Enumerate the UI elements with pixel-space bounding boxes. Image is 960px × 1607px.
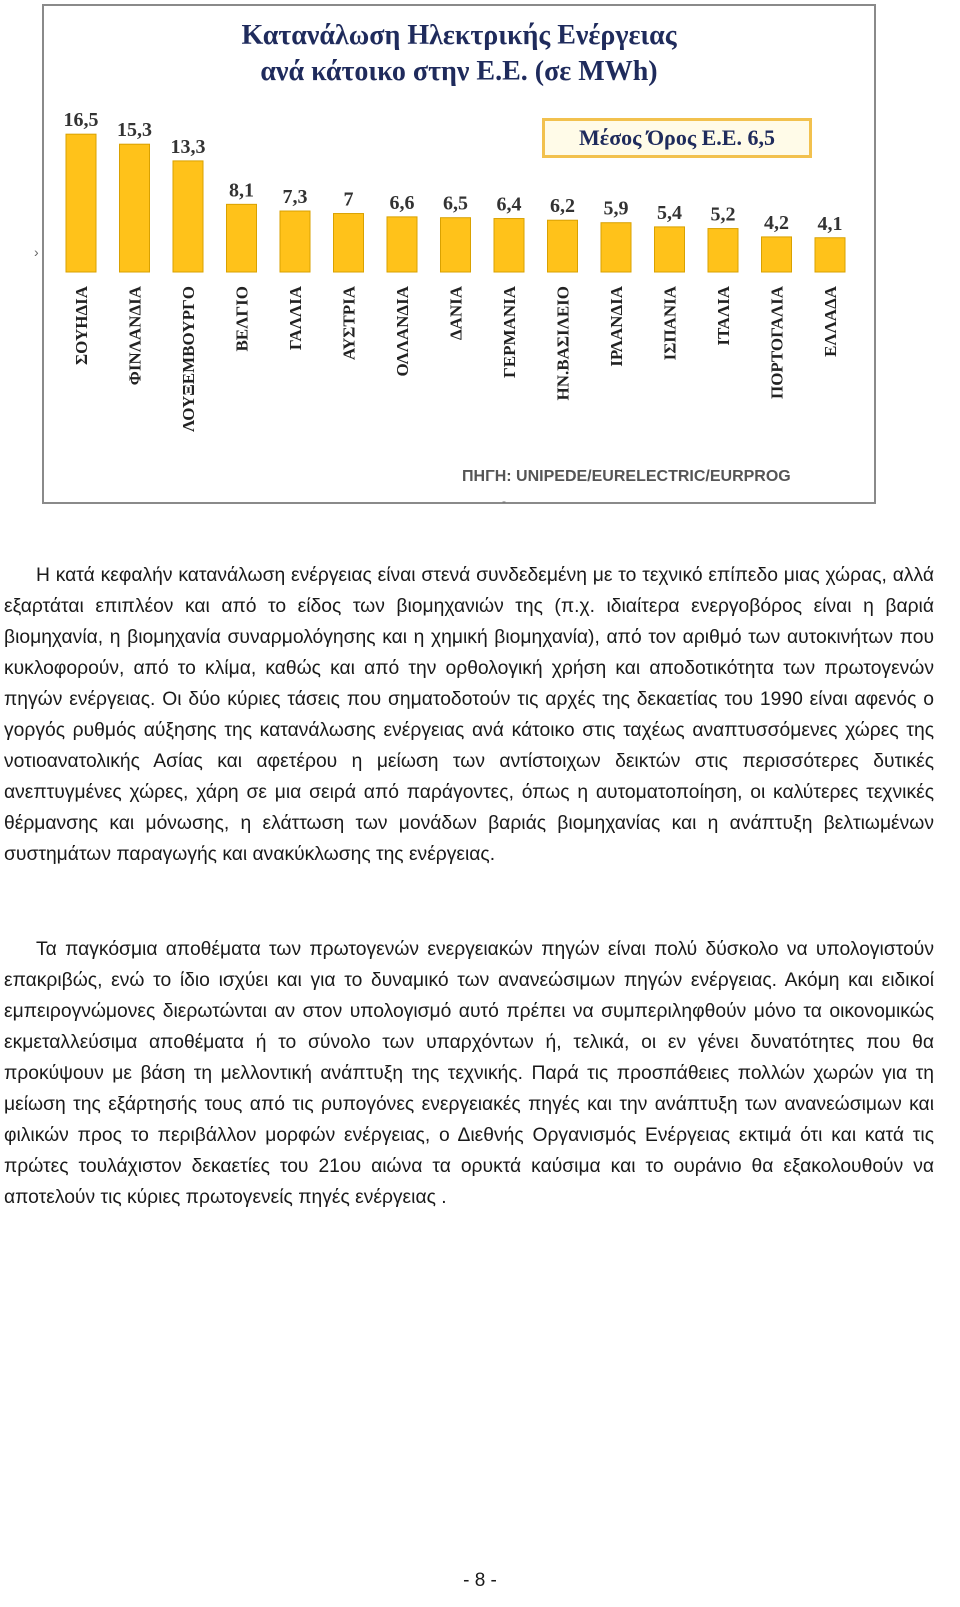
- bar-4: [227, 204, 257, 272]
- bar-10: [548, 220, 578, 272]
- bar-7: [387, 217, 417, 272]
- chart-figure: [42, 4, 876, 508]
- chart-tick-mark: -: [502, 494, 506, 508]
- bar-9: [494, 219, 524, 272]
- category-label: ΕΛΛΑΔΑ: [821, 286, 840, 357]
- bar-value-label: 6,2: [550, 195, 575, 218]
- category-label: ΦΙΝΛΑΝΔΙΑ: [125, 286, 145, 386]
- category-label: ΟΛΛΑΝΔΙΑ: [393, 286, 412, 377]
- chart-source: ΠΗΓΗ: UNIPEDE/EURELECTRIC/EURPROG: [462, 468, 791, 485]
- category-label: ΑΥΣΤΡΙΑ: [339, 286, 359, 361]
- category-label: ΔΑΝΙΑ: [446, 286, 466, 341]
- paragraph-1: Η κατά κεφαλήν κατανάλωση ενέργειας είναι στενά συνδεδεμένη με το τεχνικό επίπεδο μιας χώρας, αλλά εξαρτάται επιπλέον και από το είδος των βιομηχανιών της (π.χ. ιδιαίτερα ενεργοβόρος είναι η βαριά βιομηχανία, η βιομηχανία συναρμολόγησης και η χημική βιομηχανία), από τον αριθμό των αυτοκινήτων που κυκλοφορούν, από το κλίμα, καθώς και από την ορθολογική χρήση και αποδοτικότητα των πρωτογενών πηγών ενέργειας. Οι δύο κύριες τάσεις που σηματοδοτούν τις αρχές της δεκαετίας του 1990 είναι αφενός ο γοργός ρυθμός αύξησης της κατανάλωσης ενέργειας ανά κάτοικο στις ταχέως αναπτυσσόμενες χώρες της νοτιοανατολικής Ασίας και αφετέρου η μείωση των αντίστοιχων δεικτών στις περισσότερες δυτικές ανεπτυγμένες χώρες, χάρη σε μια σειρά από παράγοντες, όπως η αυτοματοποίηση, οι καλύτερες τεχνικές θέρμανσης και μόνωσης, η ελάττωση των μονάδων βαριάς βιομηχανίας και η ανάπτυξη βελτιωμένων συστημάτων παραγωγής και ανακύκλωσης της ενέργειας.: [4, 565, 934, 865]
- chart-title-line2: ανά κάτοικο στην Ε.Ε. (σε MWh): [260, 56, 658, 87]
- category-label: ΒΕΛΓΙΟ: [232, 286, 252, 352]
- bar-value-label: 5,2: [710, 203, 736, 226]
- paragraph-2: Τα παγκόσμια αποθέματα των πρωτογενών ενεργειακών πηγών είναι πολύ δύσκολο να υπολογιστούν επακριβώς, ενώ το ίδιο ισχύει και για το δυναμικό των ανανεώσιμων πηγών ενέργειας. Ακόμη και ειδικοί εμπειρογνώμονες διερωτώνται αν στον υπολογισμό αυτό πρέπει να συμπεριληφθούν μόνο τα οικονομικώς εκμεταλλεύσιμα αποθέματα ή το σύνολο των υπαρχόντων ή, τελικά, οι εν γένει δυνατότητες που θα προκύψουν με βάση τη μελλοντική ανάπτυξη της τεχνικής. Παρά τις προσπάθειες πολλών χωρών για τη μείωση της εξάρτησής τους από τις ρυπογόνες ενεργειακές πηγές και την ανάπτυξη των ανανεώσιμων και φιλικών προς το περιβάλλον μορφών ενέργειας, ο Διεθνής Οργανισμός Ενέργειας εκτιμά ότι και κατά τις πρώτες τουλάχιστον δεκαετίες του 21ου αιώνα τα ορυκτά καύσιμα και το ουράνιο θα εξακολουθούν να αποτελούν τις κύριες πρωτογενείς πηγές ενέργειας .: [4, 939, 934, 1208]
- side-tick-mark: ›: [34, 244, 39, 260]
- bar-value-label: 6,4: [496, 193, 522, 216]
- bar-value-label: 5,9: [603, 197, 629, 220]
- bar-value-label: 5,4: [657, 201, 682, 224]
- category-label: ΓΑΛΛΙΑ: [286, 286, 305, 351]
- category-label: ΙΤΑΛΙΑ: [714, 286, 733, 346]
- bar-value-label: 4,1: [817, 212, 843, 235]
- category-label: ΛΟΥΞΕΜΒΟΥΡΓΟ: [179, 286, 198, 432]
- chart-title-line1: Κατανάλωση Ηλεκτρικής Ενέργειας: [241, 20, 677, 51]
- bar-15: [815, 238, 845, 272]
- bar-8: [441, 218, 471, 272]
- category-label: ΠΟΡΤΟΓΑΛΙΑ: [767, 286, 787, 400]
- bar-value-label: 7: [343, 188, 354, 211]
- category-label: ΗΝ.ΒΑΣΙΛΕΙΟ: [553, 286, 573, 401]
- bar-12: [655, 227, 685, 272]
- bar-11: [601, 223, 631, 272]
- average-label-box: Μέσος Όρος Ε.Ε. 6,5: [542, 118, 812, 158]
- page-number: - 8 -: [463, 1570, 497, 1591]
- bar-value-label: 13,3: [170, 135, 206, 158]
- bar-value-label: 16,5: [63, 109, 99, 132]
- category-label: ΓΕΡΜΑΝΙΑ: [500, 286, 519, 379]
- bar-value-label: 6,6: [389, 191, 415, 214]
- bar-5: [280, 211, 310, 272]
- category-label: ΙΡΛΑΝΔΙΑ: [607, 286, 626, 367]
- bar-value-label: 8,1: [229, 179, 254, 202]
- bar-chart: [44, 6, 874, 502]
- category-label: ΙΣΠΑΝΙΑ: [660, 286, 680, 361]
- bar-value-label: 4,2: [764, 211, 789, 234]
- bar-3: [173, 161, 203, 272]
- bar-value-label: 15,3: [117, 119, 152, 142]
- bar-14: [762, 237, 792, 272]
- bar-value-label: 6,5: [443, 192, 468, 215]
- bar-2: [120, 144, 150, 272]
- bar-13: [708, 229, 738, 272]
- category-label: ΣΟΥΗΔΙΑ: [72, 286, 91, 365]
- bar-1: [66, 134, 96, 272]
- bar-value-label: 7,3: [282, 186, 308, 209]
- bar-6: [334, 214, 364, 272]
